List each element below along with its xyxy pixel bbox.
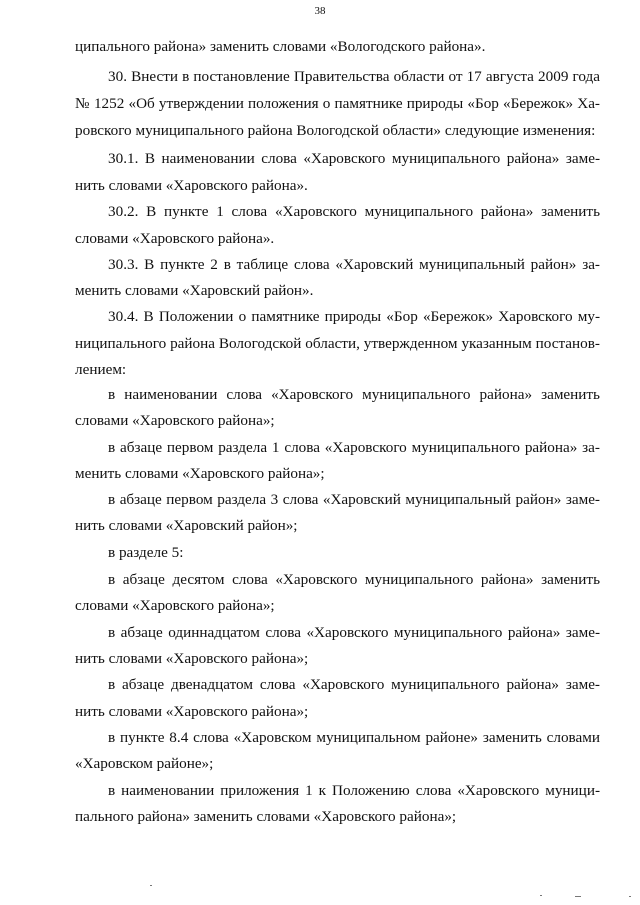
text-line: пального района» заменить словами «Харовского района»; xyxy=(75,808,457,825)
text-line: менить словами «Харовский район». xyxy=(75,282,314,299)
text-line: словами «Харовского района». xyxy=(75,230,275,247)
text-line: ципального района» заменить словами «Вологодского района». xyxy=(75,38,486,55)
scan-speck xyxy=(540,895,542,896)
text-line: ровского муниципального района Вологодской области» следующие изменения: xyxy=(75,122,596,139)
text-line: № 1252 «Об утверждении положения о памятнике природы «Бор «Бережок» Ха- xyxy=(75,95,600,112)
text-line: 30.2. В пункте 1 слова «Харовского муниципального района» заменить xyxy=(108,203,600,220)
text-line: в абзаце двенадцатом слова «Харовского муниципального района» заме- xyxy=(108,676,600,693)
text-line: нить словами «Харовского района»; xyxy=(75,703,309,720)
text-line: 30.1. В наименовании слова «Харовского муниципального района» заме- xyxy=(108,150,600,167)
text-line: лением: xyxy=(75,361,127,378)
text-line: 30. Внести в постановление Правительства области от 17 августа 2009 года xyxy=(108,68,600,85)
text-line: ниципального района Вологодской области, утвержденном указанным постанов- xyxy=(75,335,600,352)
text-line: 30.3. В пункте 2 в таблице слова «Харовский муниципальный район» за- xyxy=(108,256,600,273)
text-line: в наименовании приложения 1 к Положению слова «Харовского муници- xyxy=(108,782,600,799)
scan-speck xyxy=(575,896,581,897)
scan-speck xyxy=(629,896,631,897)
text-line: словами «Харовского района»; xyxy=(75,412,275,429)
text-line: нить словами «Харовский район»; xyxy=(75,517,298,534)
text-line: нить словами «Харовского района». xyxy=(75,177,308,194)
text-line: в разделе 5: xyxy=(108,544,184,561)
text-line: словами «Харовского района»; xyxy=(75,597,275,614)
text-line: в пункте 8.4 слова «Харовском муниципальном районе» заменить словами xyxy=(108,729,600,746)
text-line: в абзаце первом раздела 1 слова «Харовского муниципального района» за- xyxy=(108,439,600,456)
text-line: в абзаце десятом слова «Харовского муниципального района» заменить xyxy=(108,571,600,588)
text-line: менить словами «Харовского района»; xyxy=(75,465,325,482)
text-line: в абзаце одиннадцатом слова «Харовского муниципального района» заме- xyxy=(108,624,600,641)
text-line: «Харовском районе»; xyxy=(75,755,214,772)
page-number: 38 xyxy=(314,5,326,17)
text-line: в абзаце первом раздела 3 слова «Харовский муниципальный район» заме- xyxy=(108,491,600,508)
text-line: 30.4. В Положении о памятнике природы «Бор «Бережок» Харовского му- xyxy=(108,308,600,325)
text-line: в наименовании слова «Харовского муниципального района» заменить xyxy=(108,386,600,403)
text-line: нить словами «Харовского района»; xyxy=(75,650,309,667)
scan-speck xyxy=(150,885,152,886)
